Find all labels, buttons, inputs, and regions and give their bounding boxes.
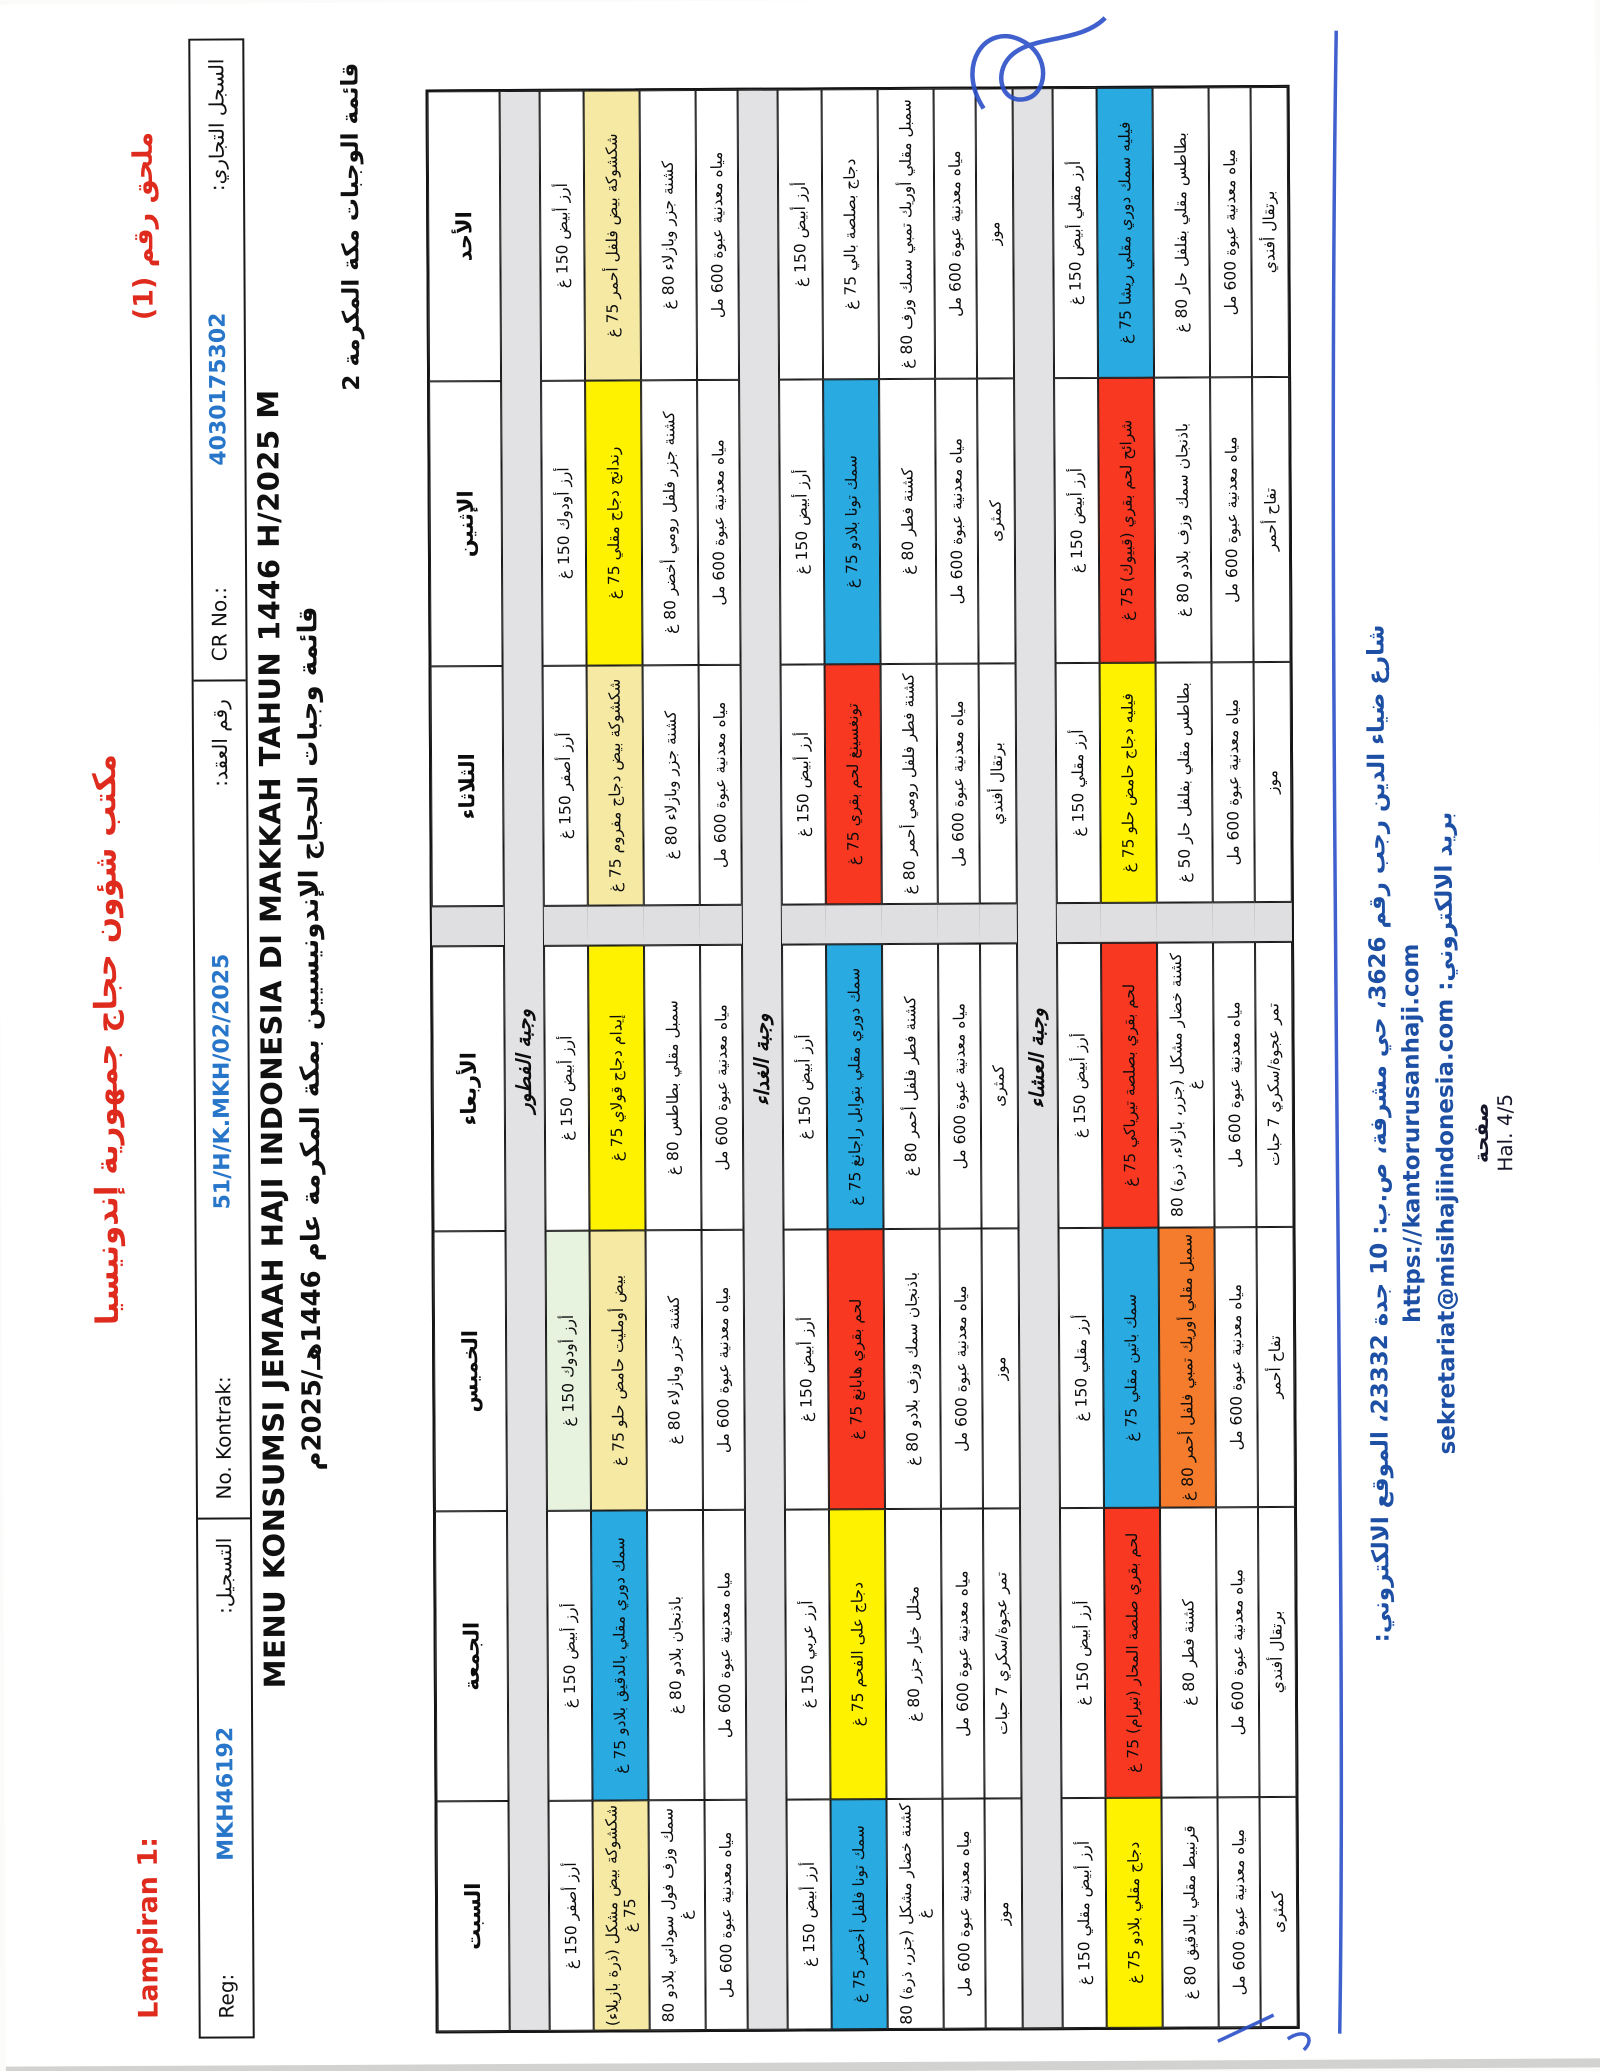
menu-cell-dinner: كشنة فطر 80 غ	[1159, 1507, 1217, 1797]
menu-cell-lunch: دجاج بصلصة بالي 75 غ	[821, 89, 879, 379]
menu-cell-dinner: مياه معدنية عبوة 600 مل	[1214, 1227, 1257, 1507]
menu-cell-dinner: دجاج مقلي بلادو 75 غ	[1105, 1797, 1162, 2027]
day-header: السبت	[436, 1801, 509, 2031]
menu-cell-breakfast: رندانج دجاج مقلي 75 غ	[585, 380, 642, 665]
meal-section-header: وجبة الفطور	[499, 90, 549, 2030]
day-header: الخميس	[433, 1231, 506, 1511]
menu-cell-breakfast: شكشوكة بيض مشكل (ذرة بازيلاء) 75 غ	[592, 1800, 649, 2030]
midweek-separator	[979, 903, 1016, 943]
menu-cell-breakfast: مياه معدنية عبوة 600 مل	[700, 944, 743, 1229]
menu-cell-dinner: تمر عجوة/سكري 7 حبات	[1255, 941, 1293, 1226]
menu-cell-dinner: أرز مقلي أبيض 150 غ	[1052, 87, 1098, 377]
reg-label-en: Reg:	[213, 1973, 239, 2019]
menu-cell-breakfast: أرز أبيض 150 غ	[539, 90, 585, 380]
contract-label-ar: رقم العقد:	[207, 698, 232, 787]
midweek-separator	[1254, 901, 1291, 941]
menu-cell-breakfast: مياه معدنية عبوة 600 مل	[695, 89, 739, 379]
menu-cell-lunch: كشنة فطر 80 غ	[879, 378, 936, 663]
menu-cell-breakfast: باذنجان بلادو 80 غ	[646, 1510, 704, 1800]
menu-cell-lunch: لحم بقري هابانغ 75 غ	[827, 1229, 884, 1509]
menu-cell-lunch: سمك تونا فلفل أخضر 75 غ	[830, 1799, 887, 2029]
menu-cell-dinner: أرز أبيض 150 غ	[1054, 377, 1099, 662]
lampiran-label: Lampiran 1:	[132, 1836, 165, 2019]
menu-cell-lunch: سمك دوري مقلي بتوابل راجانغ 75 غ	[826, 944, 883, 1229]
day-header: الإثنين	[429, 381, 502, 666]
menu-cell-lunch: مياه معدنية عبوة 600 مل	[942, 1798, 985, 2028]
menu-cell-lunch: مخلل خيار جزر 80 غ	[884, 1508, 942, 1798]
day-header: الجمعة	[434, 1511, 508, 1801]
midweek-separator	[1156, 902, 1212, 942]
menu-cell-breakfast: كشنة جزر وبازلاء 80 غ	[645, 1230, 702, 1510]
menu-cell-lunch: دجاج على الفحم 75 غ	[828, 1509, 886, 1799]
day-header: الثلاثاء	[430, 666, 503, 906]
registry-cell-reg	[198, 1517, 253, 2036]
menu-table	[425, 84, 1299, 2032]
menu-cell-dinner: شرائح لحم بقري (قبيوك) 75 غ	[1098, 377, 1155, 662]
menu-cell-lunch: سمبل مقلي أوريك تمبي سمك وزف 80 غ	[877, 88, 935, 378]
midweek-separator	[643, 905, 699, 945]
menu-cell-lunch: مياه معدنية عبوة 600 مل	[935, 378, 978, 663]
menu-cell-dinner: تفاح أحمر	[1252, 376, 1290, 661]
menu-cell-breakfast: كشنة جزر وبازلاء 80 غ	[642, 665, 699, 905]
menu-cell-lunch: أرز أبيض 150 غ	[782, 944, 827, 1229]
menu-cell-dinner: كمثرى	[1259, 1796, 1297, 2026]
menu-cell-breakfast: مياه معدنية عبوة 600 مل	[698, 664, 741, 904]
menu-cell-lunch: تونغسينغ لحم بقري 75 غ	[824, 664, 881, 904]
menu-cell-breakfast: أرز أودوك 150 غ	[545, 1230, 590, 1510]
day-header: الأحد	[427, 91, 501, 381]
menu-cell-dinner: مياه معدنية عبوة 600 مل	[1215, 1507, 1259, 1797]
list-note: قائمة الوجبات مكة المكرمة 2	[336, 62, 365, 391]
menu-cell-dinner: سمبل مقلي أوريك تمبي فلفل أحمر 80 غ	[1158, 1227, 1215, 1507]
scan-edge-shadow	[5, 2058, 1600, 2071]
menu-cell-lunch: موز	[981, 1228, 1019, 1508]
midweek-separator	[1056, 902, 1100, 942]
menu-cell-lunch: سمك تونا بلادو 75 غ	[823, 379, 880, 664]
menu-subtitle-ar: قائمة وجبات الحجاج الإندونيسيين بمكة المكرمة عام 1446هـ/2025م	[292, 605, 328, 1471]
pen-line	[1329, 30, 1346, 2033]
menu-cell-lunch: موز	[975, 88, 1014, 378]
page-footer	[1359, 482, 1520, 1783]
menu-cell-lunch: أرز عربي 150 غ	[784, 1509, 830, 1799]
menu-cell-breakfast: سمك وزف فول سوداني بلادو 80 غ	[648, 1800, 705, 2030]
menu-cell-dinner: برتقال أفندي	[1257, 1506, 1296, 1796]
menu-cell-breakfast: أرز أودوك 150 غ	[541, 380, 586, 665]
midweek-separator	[587, 905, 643, 945]
midweek-separator	[699, 904, 741, 944]
footer-page-label-ar: صفحة	[1468, 1102, 1493, 1163]
menu-cell-lunch: باذنجان سمك وزف بلادو 80 غ	[883, 1228, 940, 1508]
menu-cell-lunch: مياه معدنية عبوة 600 مل	[940, 1508, 984, 1798]
menu-cell-breakfast: أرز أبيض 150 غ	[544, 945, 589, 1230]
menu-cell-breakfast: أرز أبيض 150 غ	[546, 1510, 592, 1800]
menu-cell-dinner: مياه معدنية عبوة 600 مل	[1213, 942, 1256, 1227]
menu-cell-dinner: مياه معدنية عبوة 600 مل	[1210, 377, 1253, 662]
menu-cell-dinner: أرز مقلي 150 غ	[1058, 1227, 1103, 1507]
attachment-number: ملحق رقم (1)	[127, 131, 160, 320]
footer-address: شارع ضياء الدين رجب رقم 3626، حي مشرفة، ص.ب: 10 جدة 23332، الموقع الالكتروني: https://kantorurusanhaji.com	[1362, 624, 1426, 1642]
menu-cell-lunch: موز	[984, 1798, 1022, 2028]
midweek-separator	[1100, 902, 1156, 942]
midweek-separator	[781, 904, 825, 944]
menu-cell-lunch: أرز أبيض 150 غ	[780, 664, 825, 904]
menu-cell-lunch: أرز أبيض 150 غ	[779, 379, 824, 664]
menu-cell-lunch: كمثرى	[980, 943, 1018, 1228]
menu-cell-lunch: كشنة خضار مشكل (جزر، ذرة) 80 غ	[886, 1798, 943, 2028]
midweek-separator	[543, 905, 587, 945]
menu-cell-dinner: أرز أبيض مقلي 150 غ	[1061, 1797, 1106, 2027]
menu-cell-lunch: أرز أبيض 150 غ	[783, 1229, 828, 1509]
menu-cell-dinner: فيليه دجاج حامض حلو 75 غ	[1099, 662, 1156, 902]
registry-bar	[188, 38, 254, 2038]
menu-cell-lunch: كشنة فطر فلفل رومي أحمر 80 غ	[880, 663, 937, 903]
menu-cell-dinner: مياه معدنية عبوة 600 مل	[1208, 87, 1252, 377]
menu-cell-dinner: بطاطس مقلي بفلفل حار 80 غ	[1152, 87, 1210, 377]
menu-cell-breakfast: إيدام دجاج قولاي 75 غ	[588, 945, 645, 1230]
registry-cell-cr	[190, 40, 245, 679]
menu-cell-lunch: مياه معدنية عبوة 600 مل	[933, 88, 977, 378]
day-header: الأربعاء	[432, 946, 505, 1231]
menu-cell-lunch: كشنة فطر فلفل أحمر 80 غ	[882, 943, 939, 1228]
menu-cell-lunch: أرز أبيض 150 غ	[777, 89, 823, 379]
menu-cell-breakfast: بيض أومليت حامض حلو 75 غ	[589, 1230, 646, 1510]
menu-cell-dinner: باذنجان سمك وزف بلادو 80 غ	[1154, 377, 1211, 662]
menu-cell-lunch: مياه معدنية عبوة 600 مل	[936, 663, 979, 903]
menu-cell-dinner: مياه معدنية عبوة 600 مل	[1211, 662, 1254, 902]
midweek-separator	[825, 904, 881, 944]
menu-cell-dinner: برتقال أفندي	[1250, 86, 1289, 376]
menu-cell-breakfast: شكشوكة بيض فلفل أحمر 75 غ	[583, 90, 641, 380]
footer-email: بريد الالكتروني: sekretariat@misihajiindonesia.com	[1430, 811, 1460, 1454]
menu-cell-lunch: أرز أبيض 150 غ	[786, 1799, 831, 2029]
menu-cell-dinner: مياه معدنية عبوة 600 مل	[1217, 1797, 1260, 2027]
menu-cell-lunch: تمر عجوة/سكري 7 حبات	[982, 1508, 1021, 1798]
menu-title: MENU KONSUMSI JEMAAH HAJI INDONESIA DI MAKKAH TAHUN 1446 H/2025 M	[250, 388, 292, 1688]
menu-cell-breakfast: مياه معدنية عبوة 600 مل	[701, 1229, 744, 1509]
reg-label-ar: التسجيل:	[211, 1536, 237, 1614]
menu-cell-breakfast: شكشوكة بيض دجاج مفروم 75 غ	[586, 665, 643, 905]
menu-cell-breakfast: كشنة جزر فلفل رومي أخضر 80 غ	[641, 380, 698, 665]
midweek-separator	[881, 903, 937, 943]
menu-cell-breakfast: أرز أصفر 150 غ	[542, 665, 587, 905]
menu-cell-dinner: لحم بقري صلصة المحار (تيرام) 75 غ	[1103, 1507, 1161, 1797]
menu-cell-dinner: فيليه سمك دوري مقلي ريشا 75 غ	[1096, 87, 1154, 377]
menu-cell-dinner: سمك باتين مقلي 75 غ	[1102, 1227, 1159, 1507]
cr-label-ar: السجل التجاري:	[203, 57, 229, 191]
menu-cell-dinner: تفاح أحمر	[1256, 1226, 1294, 1506]
menu-cell-dinner: أرز مقلي 150 غ	[1055, 662, 1100, 902]
menu-cell-dinner: لحم بقري بصلصة تيرياكي 75 غ	[1101, 942, 1158, 1227]
cr-value: 4030175302	[204, 312, 231, 466]
menu-cell-breakfast: مياه معدنية عبوة 600 مل	[702, 1509, 746, 1799]
menu-cell-lunch: برتقال أفندي	[978, 663, 1016, 903]
meal-section-header: وجبة العشاء	[1012, 88, 1062, 2028]
menu-cell-breakfast: أرز أصفر 150 غ	[548, 1800, 593, 2030]
midweek-separator	[431, 906, 503, 946]
cr-label-en: CR No.:	[206, 586, 232, 661]
menu-cell-lunch: كمثرى	[977, 378, 1015, 663]
pen-hook-mark	[1287, 2033, 1308, 2049]
menu-cell-dinner: بطاطس مقلي بفلفل حار 50 غ	[1155, 662, 1212, 902]
office-name: مكتب شؤون حجاج جمهورية إندونيسيا	[86, 753, 126, 1325]
midweek-separator	[937, 903, 979, 943]
menu-cell-breakfast: مياه معدنية عبوة 600 مل	[704, 1799, 747, 2029]
menu-cell-lunch: مياه معدنية عبوة 600 مل	[939, 1228, 982, 1508]
contract-value: 51/H/K.MKH/02/2025	[208, 953, 235, 1210]
menu-cell-dinner: أرز أبيض 150 غ	[1059, 1507, 1105, 1797]
menu-cell-breakfast: سمبل مقلي بطاطس 80 غ	[644, 945, 701, 1230]
menu-cell-breakfast: كشنة جزر وبازلاء 80 غ	[639, 90, 697, 380]
reg-value: MKH46192	[212, 1726, 238, 1861]
menu-cell-dinner: موز	[1253, 661, 1291, 901]
menu-cell-breakfast: سمك دوري مقلي بالدقيق بلادو 75 غ	[590, 1510, 648, 1800]
menu-cell-dinner: قرنبيط مقلي بالدقيق 80 غ	[1161, 1797, 1218, 2027]
midweek-separator	[1212, 902, 1254, 942]
menu-cell-dinner: أرز أبيض 150 غ	[1057, 942, 1102, 1227]
meal-section-header: وجبة الغداء	[737, 89, 787, 2029]
registry-cell-contract	[193, 679, 249, 1518]
menu-cell-breakfast: مياه معدنية عبوة 600 مل	[697, 379, 740, 664]
menu-cell-dinner: كشنة خضار مشكل (جزر، بازلاء، ذرة) 80 غ	[1157, 942, 1214, 1227]
footer-page-label-en: Hal. 4/5	[1492, 1093, 1517, 1172]
menu-cell-lunch: مياه معدنية عبوة 600 مل	[938, 943, 981, 1228]
contract-label-en: No. Kontrak:	[210, 1375, 236, 1500]
